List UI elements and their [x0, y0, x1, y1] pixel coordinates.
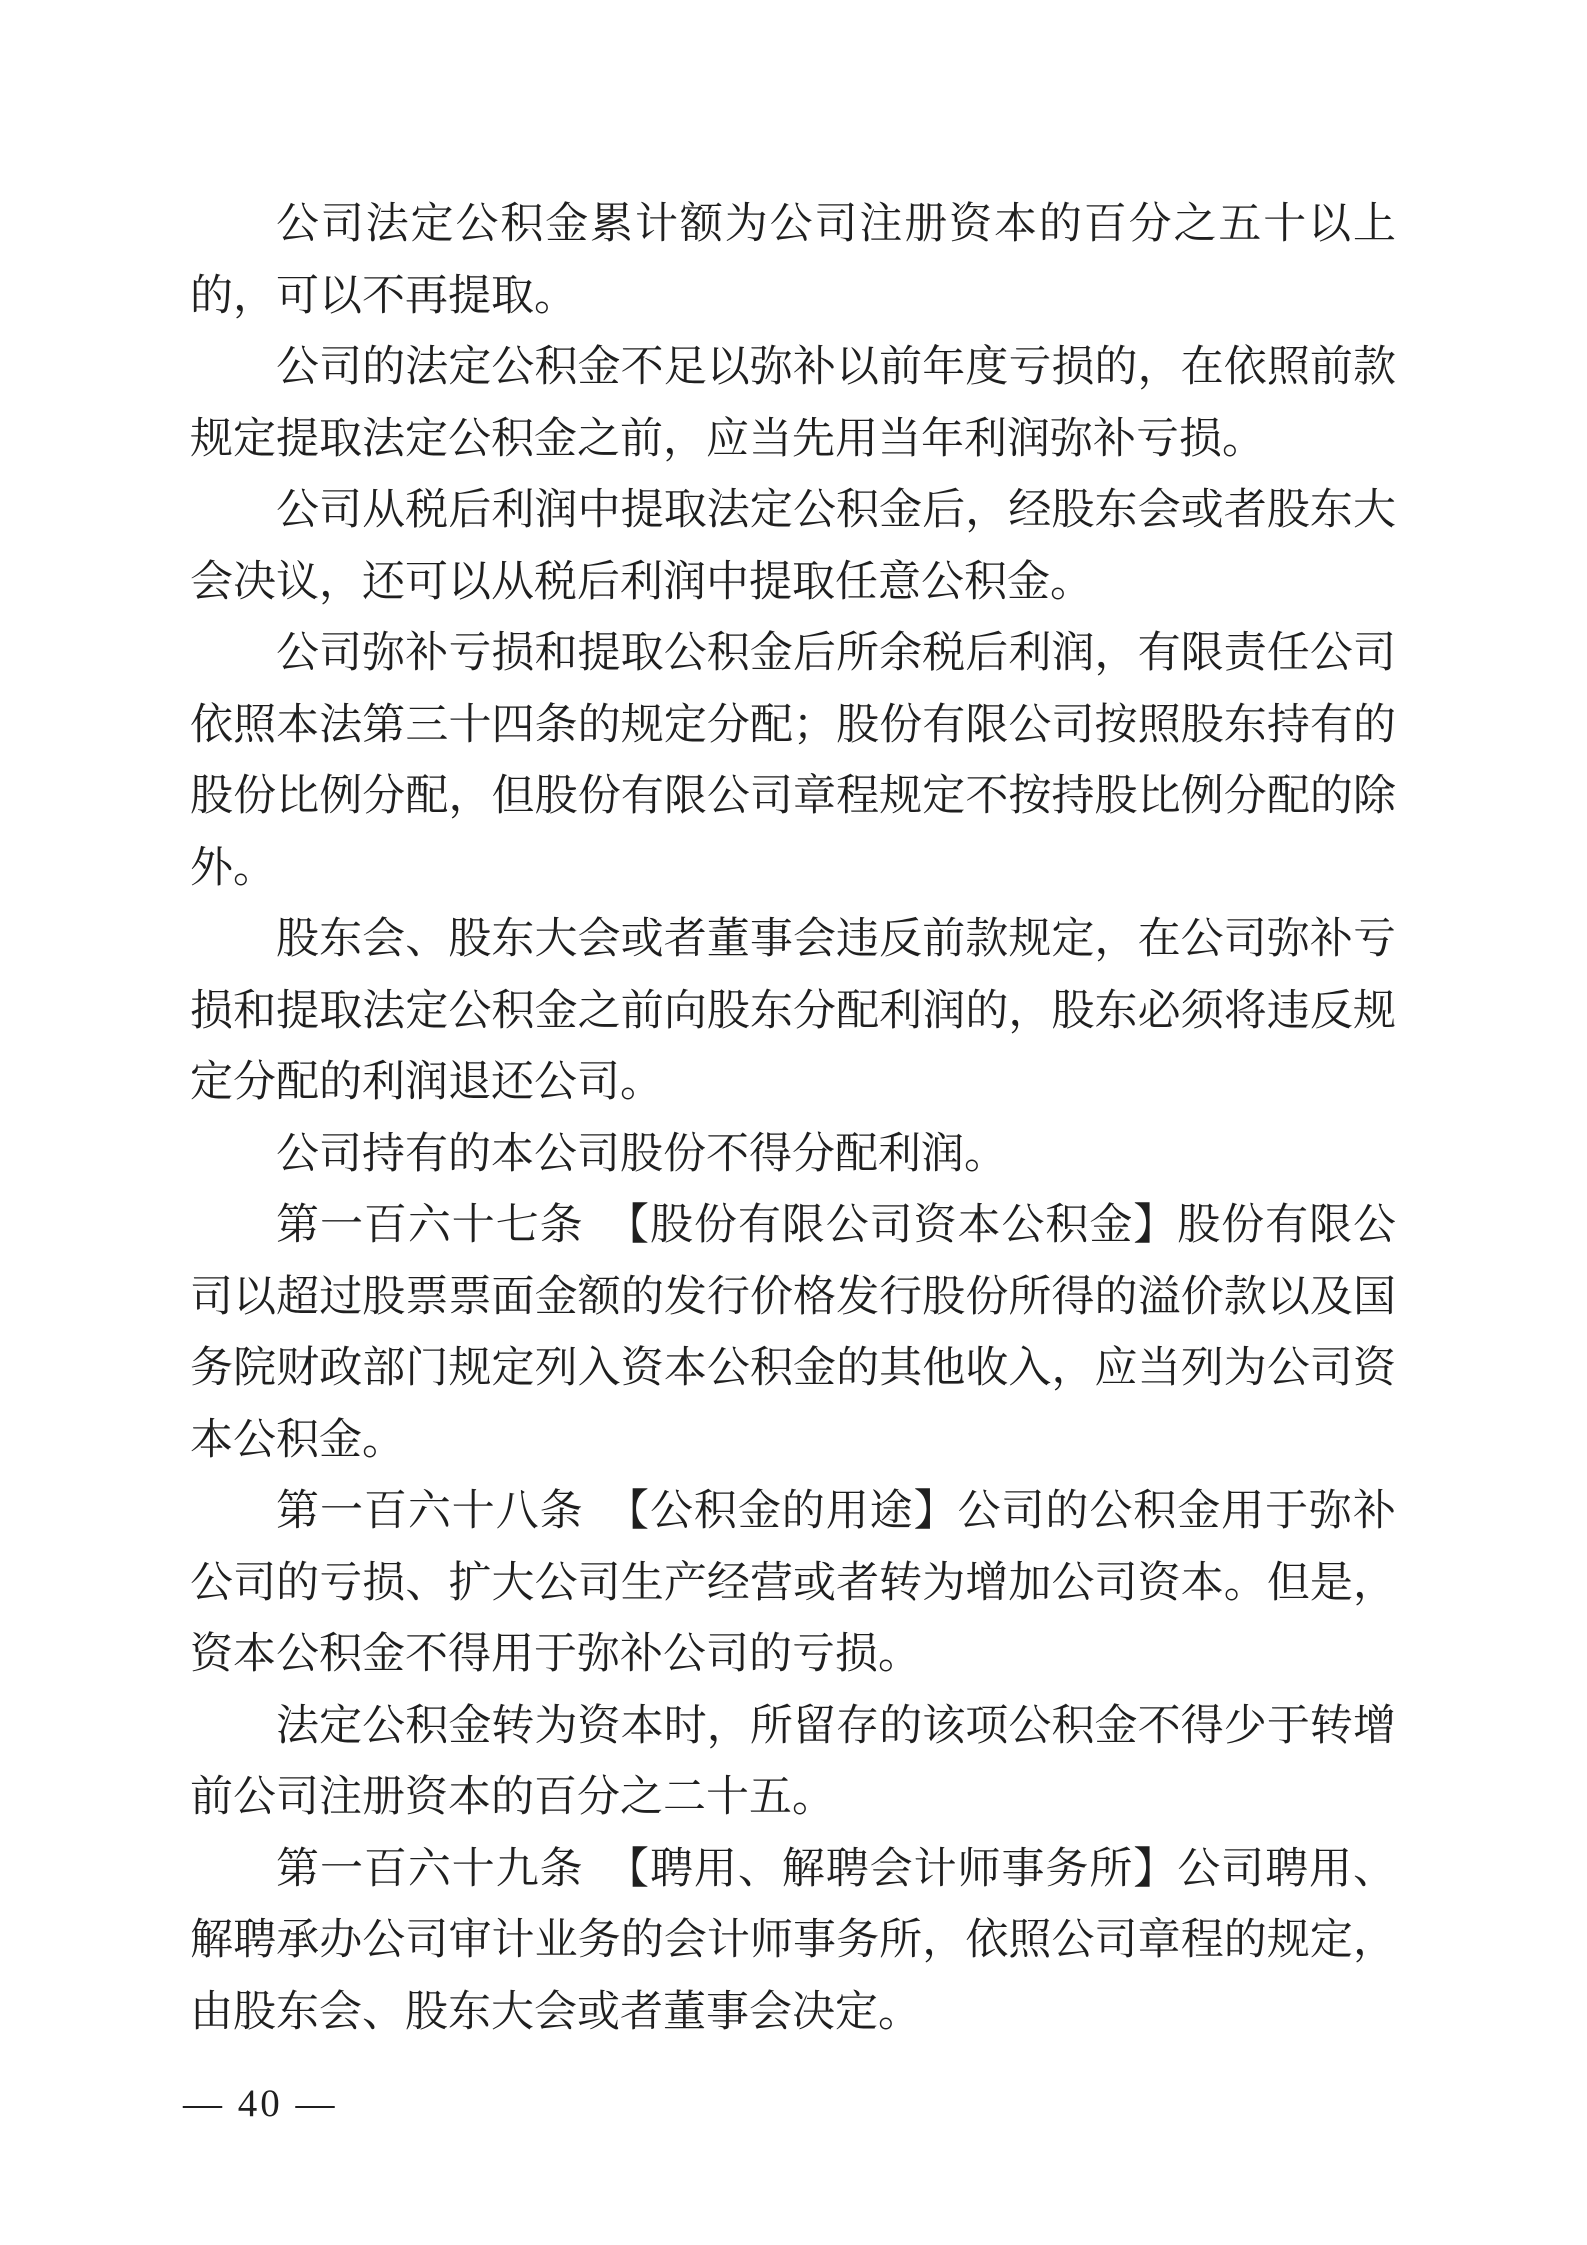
paragraph-statutory-reserve-threshold: 公司法定公积金累计额为公司注册资本的百分之五十以上的，可以不再提取。	[190, 201, 1396, 320]
paragraph-discretionary-reserve: 公司从税后利润中提取法定公积金后，经股东会或者股东大会决议，还可以从税后利润中提取任意公积金。	[190, 487, 1396, 606]
paragraph-profit-distribution: 公司弥补亏损和提取公积金后所余税后利润，有限责任公司依照本法第三十四条的规定分配；股份有限公司按照股东持有的股份比例分配，但股份有限公司章程规定不按持股比例分配的除外。	[190, 630, 1396, 892]
paragraph-article-168-reserve-use: 第一百六十八条 【公积金的用途】公司的公积金用于弥补公司的亏损、扩大公司生产经营或者转为增加公司资本。但是，资本公积金不得用于弥补公司的亏损。	[190, 1488, 1396, 1678]
paragraph-article-169-accounting-firm: 第一百六十九条 【聘用、解聘会计师事务所】公司聘用、解聘承办公司审计业务的会计师事务所，依照公司章程的规定，由股东会、股东大会或者董事会决定。	[190, 1845, 1396, 2036]
paragraph-reserve-conversion-minimum: 法定公积金转为资本时，所留存的该项公积金不得少于转增前公司注册资本的百分之二十五。	[190, 1702, 1396, 1821]
paragraph-cover-prior-losses: 公司的法定公积金不足以弥补以前年度亏损的，在依照前款规定提取法定公积金之前，应当先用当年利润弥补亏损。	[190, 344, 1396, 463]
paragraph-own-shares-no-profit: 公司持有的本公司股份不得分配利润。	[276, 1130, 1007, 1178]
page-number: — 40 —	[183, 2082, 338, 2125]
paragraph-violation-refund: 股东会、股东大会或者董事会违反前款规定，在公司弥补亏损和提取法定公积金之前向股东分配利润的，股东必须将违反规定分配的利润退还公司。	[190, 916, 1396, 1106]
legal-text-block	[190, 189, 1396, 2048]
paragraph-article-167-capital-reserve: 第一百六十七条 【股份有限公司资本公积金】股份有限公司以超过股票票面金额的发行价格发行股份所得的溢价款以及国务院财政部门规定列入资本公积金的其他收入，应当列为公司资本公积金。	[190, 1202, 1396, 1464]
